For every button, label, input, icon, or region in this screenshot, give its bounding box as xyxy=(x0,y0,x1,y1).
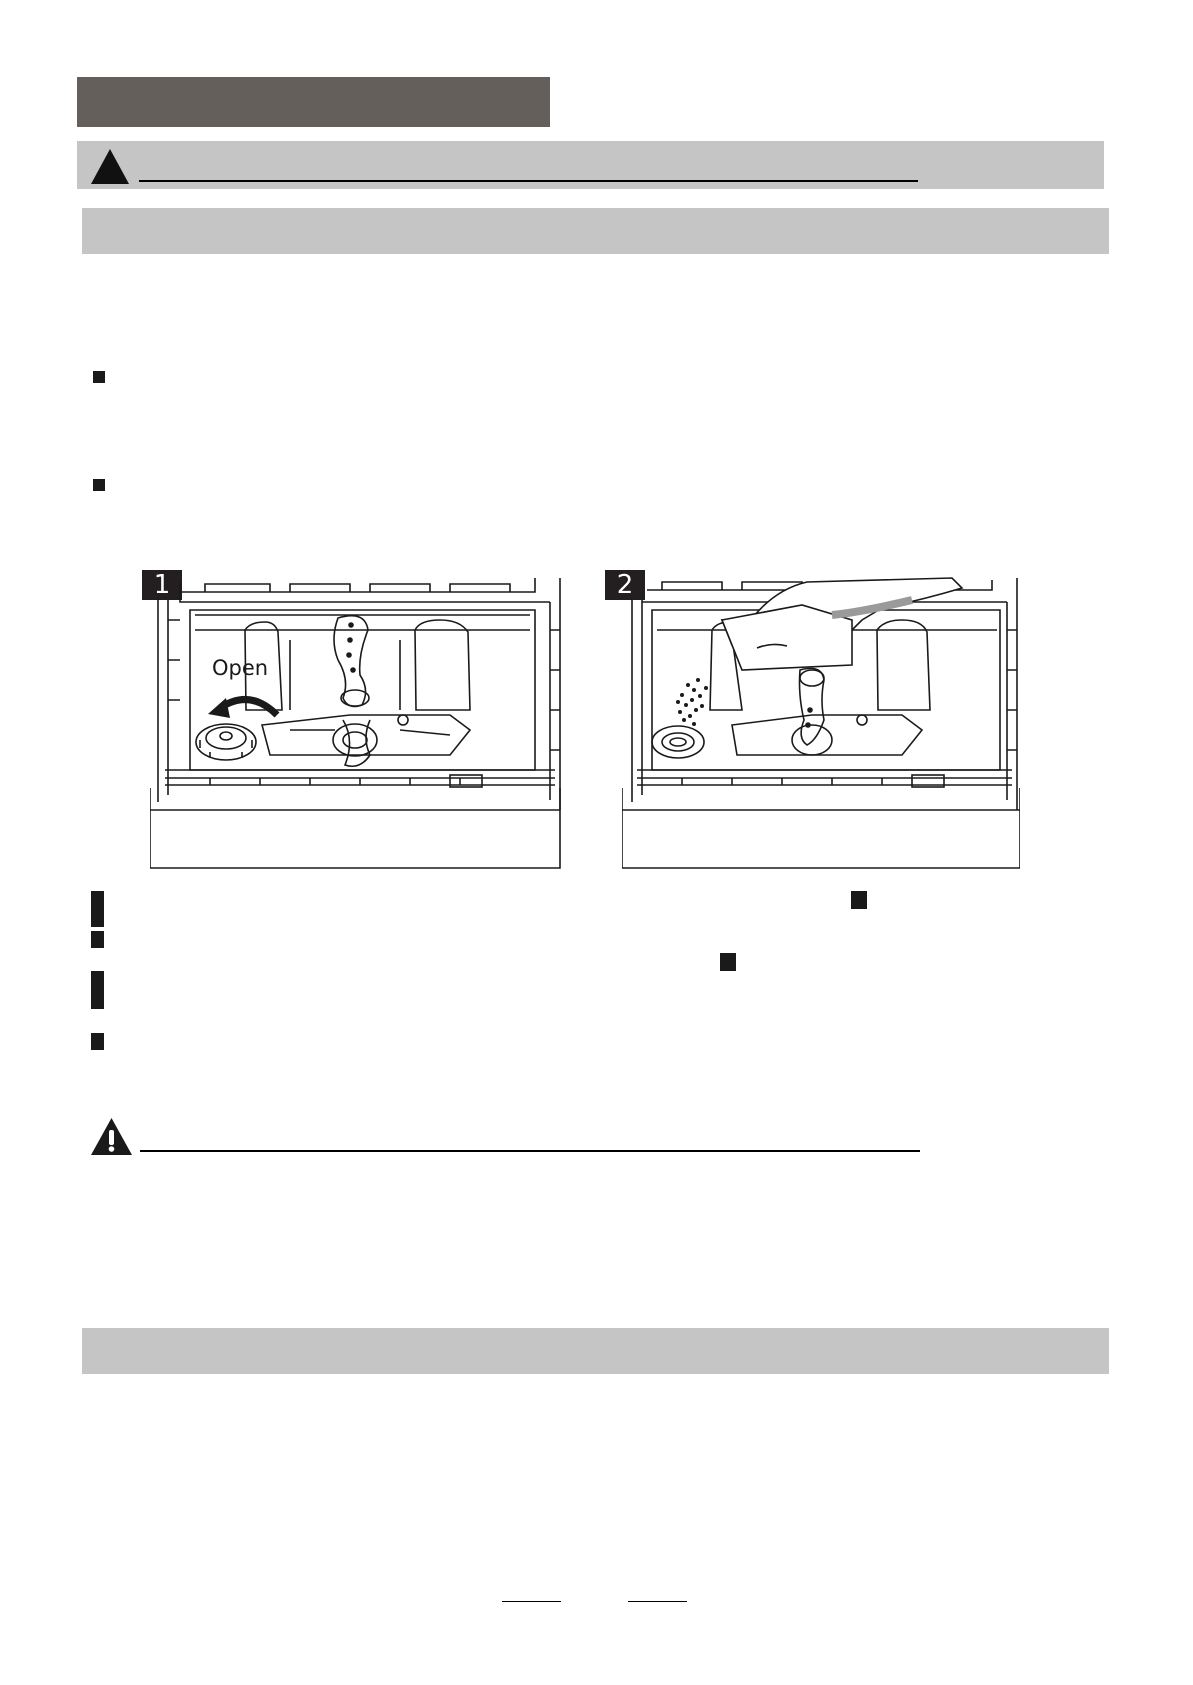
figure-1-badge: 1 xyxy=(142,570,182,600)
bullet-marker xyxy=(93,371,105,383)
footer-rule-right xyxy=(628,1601,687,1602)
caution-exclamation-icon xyxy=(89,1116,134,1157)
figure-reference-marker xyxy=(851,891,867,909)
step-marker xyxy=(91,891,104,927)
warning-underline xyxy=(139,180,918,182)
figure-reference-marker xyxy=(720,953,736,971)
figure-2-dishwasher-add-salt xyxy=(622,570,1020,872)
warning-triangle-icon xyxy=(88,146,132,186)
figure-1-callout-open: Open xyxy=(212,656,269,680)
section-header-bar-2 xyxy=(82,1328,1109,1374)
caution-underline xyxy=(140,1150,920,1152)
step-marker xyxy=(91,971,104,1009)
footer-rule-left xyxy=(502,1601,561,1602)
figure-1-dishwasher-filter-open xyxy=(150,570,565,872)
section-header-bar-1 xyxy=(82,208,1109,254)
figure-2-badge: 2 xyxy=(605,570,645,600)
page-title-bar xyxy=(77,77,550,127)
step-marker xyxy=(91,931,104,948)
step-marker xyxy=(91,1033,104,1050)
bullet-marker xyxy=(93,479,105,491)
